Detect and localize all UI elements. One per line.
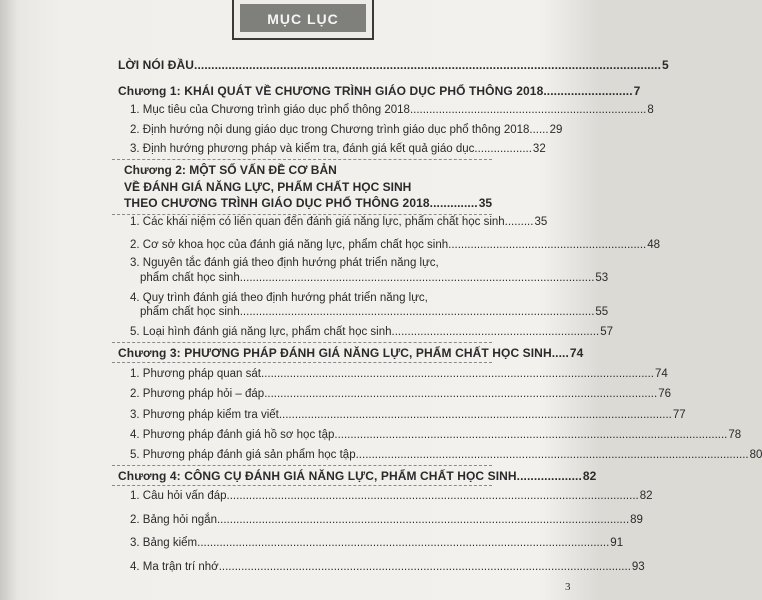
toc-item-multiline xyxy=(130,290,428,307)
toc-item-label: 3. Bảng kiểm xyxy=(130,537,198,549)
toc-item: 2. Cơ sở khoa học của đánh giá năng lực, phẩm chất học sinh.............................................................. 48 xyxy=(130,239,661,251)
toc-item-page: 82 xyxy=(639,490,653,502)
toc-item: 2. Phương pháp hỏi – đáp........................................................................................................................... 76 xyxy=(130,388,671,400)
section-divider xyxy=(112,342,492,343)
toc-chapter-1: Chương 1: KHÁI QUÁT VỀ CHƯƠNG TRÌNH GIÁO DỤC PHỔ THÔNG 2018.......................... 7 xyxy=(118,84,641,98)
toc-item-page: 35 xyxy=(534,216,548,228)
toc-item: 4. Phương pháp đánh giá hồ sơ học tập........................................................................................................................... 78 xyxy=(130,429,742,441)
toc-item-label-line: 4. Quy trình đánh giá theo định hướng phát triển năng lực, xyxy=(130,292,428,304)
toc-chapter-2 xyxy=(124,162,411,196)
toc-item-page: 93 xyxy=(631,561,645,573)
chapter-4-page: 82 xyxy=(582,469,597,483)
toc-item-page: 91 xyxy=(610,537,624,549)
chapter-3-label: Chương 3: PHƯƠNG PHÁP ĐÁNH GIÁ NĂNG LỰC, PHẨM CHẤT HỌC SINH xyxy=(118,346,552,360)
toc-item-page: 29 xyxy=(549,124,563,136)
section-divider xyxy=(112,159,492,160)
toc-item-label: 3. Định hướng phương pháp và kiểm tra, đánh giá kết quả giáo dục xyxy=(130,143,475,155)
chapter-2-line-3: THEO CHƯƠNG TRÌNH GIÁO DỤC PHỔ THÔNG 2018 xyxy=(124,196,430,210)
page-title: MỤC LỤC xyxy=(240,4,366,32)
toc-item-label: 2. Bảng hỏi ngắn xyxy=(130,514,217,526)
toc-item-page: 53 xyxy=(595,272,609,284)
toc-item-page: 89 xyxy=(630,514,643,526)
title-frame xyxy=(232,0,374,40)
toc-page-number: 5 xyxy=(662,58,669,72)
toc-item-label: 1. Các khái niệm có liên quan đến đánh giá năng lực, phẩm chất học sinh xyxy=(130,216,505,228)
toc-item-label: 3. Phương pháp kiểm tra viết xyxy=(130,409,279,421)
toc-item-page: 77 xyxy=(672,409,686,421)
toc-item-page: 55 xyxy=(595,306,609,318)
chapter-1-label: Chương 1: KHÁI QUÁT VỀ CHƯƠNG TRÌNH GIÁO DỤC PHỔ THÔNG 2018 xyxy=(118,84,544,98)
section-divider xyxy=(112,214,492,215)
chapter-2-line-1: Chương 2: MỘT SỐ VẤN ĐỀ CƠ BẢN xyxy=(124,163,337,177)
toc-item-page: 76 xyxy=(658,388,671,400)
section-divider xyxy=(112,465,492,466)
toc-item-label-line: phẩm chất học sinh xyxy=(140,306,240,318)
toc-preface xyxy=(118,58,669,72)
toc-item: 1. Các khái niệm có liên quan đến đánh giá năng lực, phẩm chất học sinh......... 35 xyxy=(130,216,548,228)
toc-item: 3. Bảng kiểm................................................................................................................................. 91 xyxy=(130,537,624,549)
toc-item-label: 5. Phương pháp đánh giá sản phẩm học tập xyxy=(130,449,356,461)
toc-item-page: 78 xyxy=(728,429,742,441)
toc-preface-label: LỜI NÓI ĐẦU........................................................................................................................................ xyxy=(118,58,662,72)
toc-item-label: 1. Phương pháp quan sát xyxy=(130,368,261,380)
preface-label: LỜI NÓI ĐẦU xyxy=(118,58,195,72)
chapter-3-page: 74 xyxy=(569,346,584,360)
section-divider xyxy=(112,485,492,486)
toc-item-label: 4. Ma trận trí nhớ xyxy=(130,561,219,573)
toc-item: 2. Định hướng nội dung giáo dục trong Chương trình giáo dục phổ thông 2018...... 29 xyxy=(130,124,563,136)
toc-item-page: 48 xyxy=(647,239,661,251)
toc-item-label-line: 3. Nguyên tắc đánh giá theo định hướng phát triển năng lực, xyxy=(130,257,439,269)
chapter-4-label: Chương 4: CÔNG CỤ ĐÁNH GIÁ NĂNG LỰC, PHẨM CHẤT HỌC SINH xyxy=(118,469,517,483)
toc-item: 1. Câu hỏi vấn đáp................................................................................................................................. 82 xyxy=(130,490,653,502)
section-divider xyxy=(112,362,492,363)
toc-item-label: 2. Phương pháp hỏi – đáp xyxy=(130,388,265,400)
toc-item-page: 74 xyxy=(654,368,668,380)
toc-item-label-line: phẩm chất học sinh xyxy=(140,272,240,284)
toc-item-page: 80 xyxy=(749,449,762,461)
toc-item: 4. Ma trận trí nhớ................................................................................................................................. 93 xyxy=(130,561,645,573)
toc-item-label: 1. Mục tiêu của Chương trình giáo dục phổ thông 2018 xyxy=(130,104,410,116)
toc-item-label: 2. Định hướng nội dung giáo dục trong Chương trình giáo dục phổ thông 2018 xyxy=(130,124,530,136)
toc-item: 5. Loại hình đánh giá năng lực, phẩm chất học sinh................................................................. 57 xyxy=(130,326,614,338)
chapter-2-line-2: VỀ ĐÁNH GIÁ NĂNG LỰC, PHẨM CHẤT HỌC SINH xyxy=(124,180,412,194)
toc-item-page: 32 xyxy=(532,143,546,155)
toc-item-label: 1. Câu hỏi vấn đáp xyxy=(130,490,227,502)
toc-item: 2. Bảng hỏi ngắn................................................................................................................................. 89 xyxy=(130,514,643,526)
toc-item: 1. Mục tiêu của Chương trình giáo dục phổ thông 2018.......................................................................... 8 xyxy=(130,104,654,116)
toc-chapter-3: Chương 3: PHƯƠNG PHÁP ĐÁNH GIÁ NĂNG LỰC, PHẨM CHẤT HỌC SINH..... 74 xyxy=(118,346,584,360)
toc-chapter-2-last-line: THEO CHƯƠNG TRÌNH GIÁO DỤC PHỔ THÔNG 2018.............. 35 xyxy=(124,196,493,210)
toc-item: phẩm chất học sinh............................................................................................................... 53 xyxy=(140,272,609,284)
toc-item-label: 4. Phương pháp đánh giá hồ sơ học tập xyxy=(130,429,335,441)
toc-item-page: 57 xyxy=(600,326,614,338)
toc-item: 3. Định hướng phương pháp và kiểm tra, đánh giá kết quả giáo dục.................. 32 xyxy=(130,143,546,155)
toc-chapter-4: Chương 4: CÔNG CỤ ĐÁNH GIÁ NĂNG LỰC, PHẨM CHẤT HỌC SINH................... 82 xyxy=(118,469,597,483)
chapter-1-page: 7 xyxy=(633,84,641,98)
toc-item-multiline xyxy=(130,255,439,272)
toc-item-page: 8 xyxy=(647,104,654,116)
toc-item: 3. Phương pháp kiểm tra viết........................................................................................................................... 77 xyxy=(130,409,686,421)
chapter-2-page: 35 xyxy=(478,196,493,210)
toc-item-label: 5. Loại hình đánh giá năng lực, phẩm chất học sinh xyxy=(130,326,392,338)
toc-item-label: 2. Cơ sở khoa học của đánh giá năng lực, phẩm chất học sinh xyxy=(130,239,449,251)
toc-item: 5. Phương pháp đánh giá sản phẩm học tập........................................................................................................................... 80 xyxy=(130,449,762,461)
toc-item: 1. Phương pháp quan sát........................................................................................................................... 74 xyxy=(130,368,668,380)
page-number: 3 xyxy=(565,581,571,593)
toc-item: phẩm chất học sinh............................................................................................................... 55 xyxy=(140,306,609,318)
